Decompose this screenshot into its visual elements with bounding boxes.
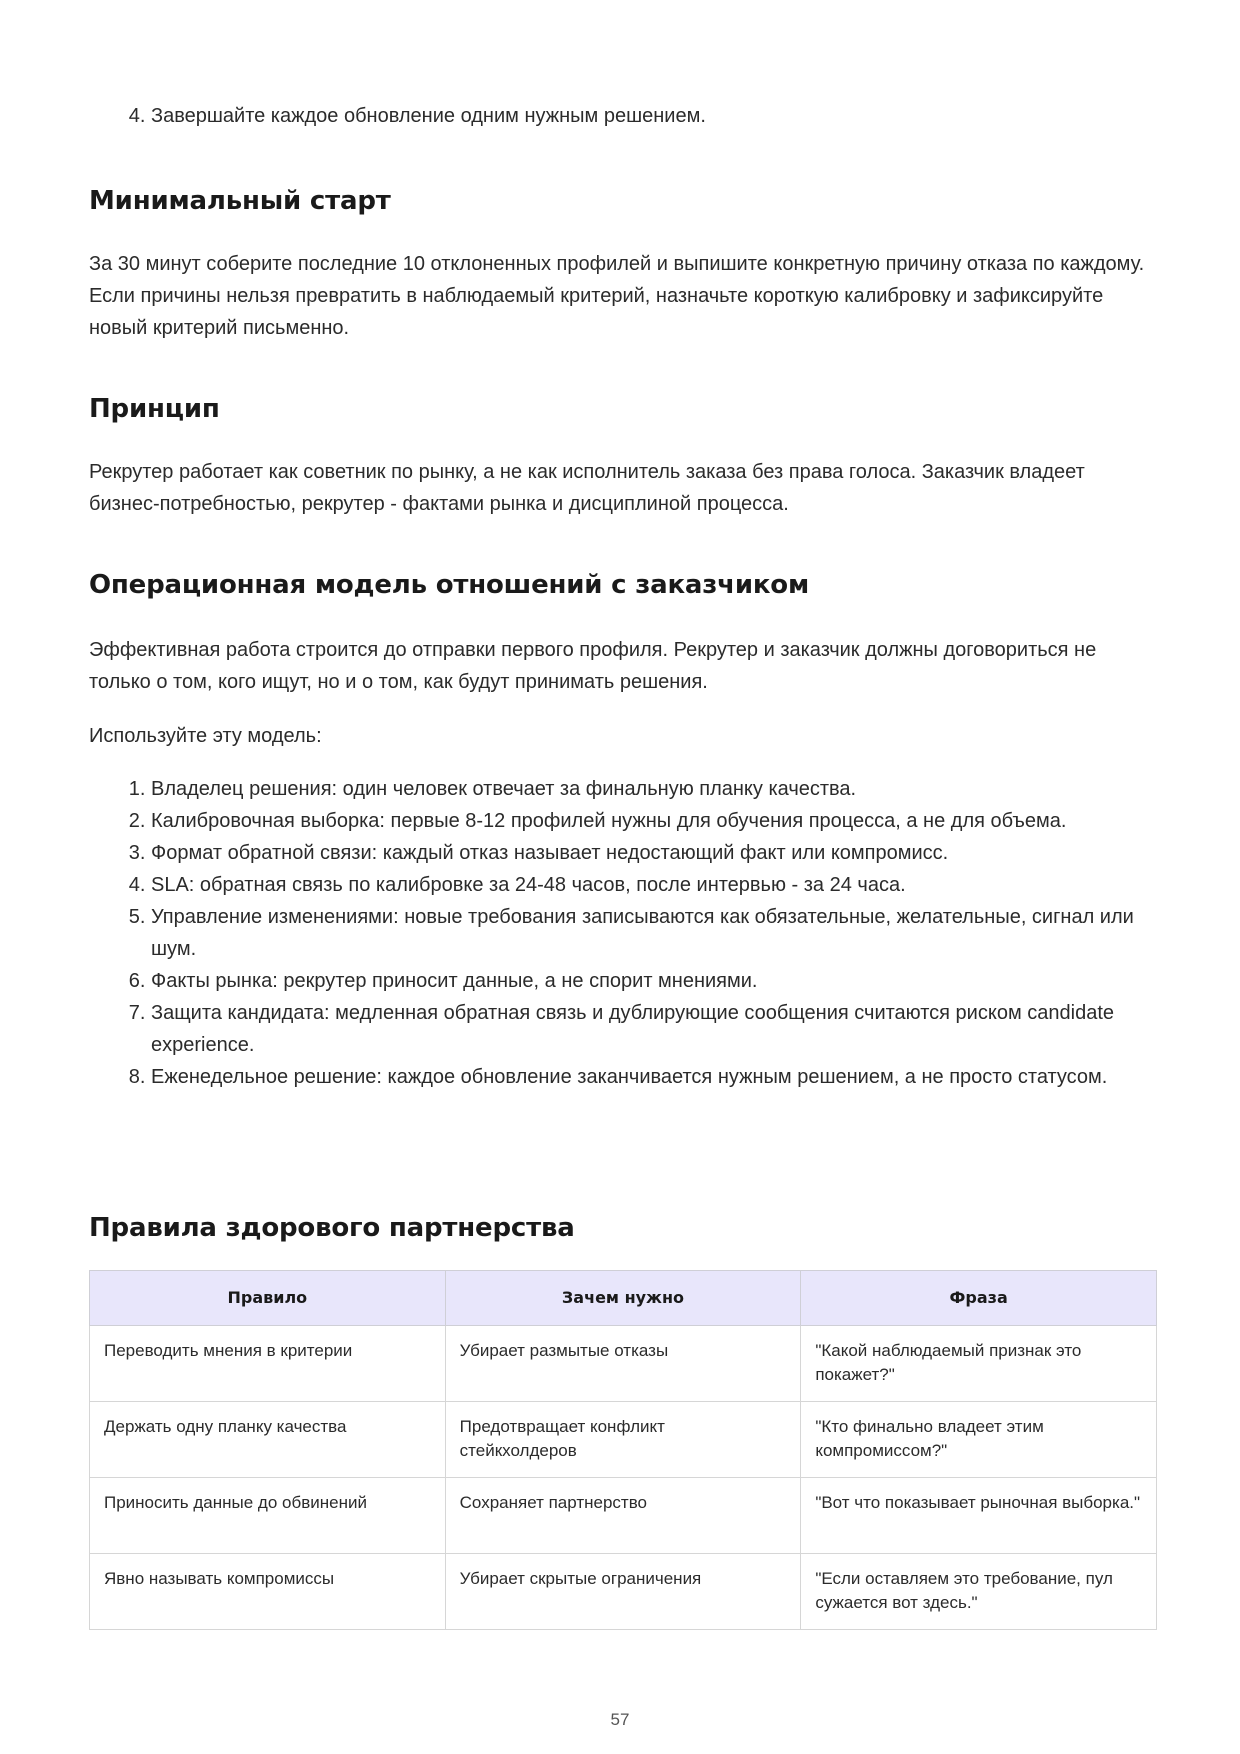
list-item: 7. Защита кандидата: медленная обратная связь и дублирующие сообщения считаются риском candidate experience. xyxy=(151,997,1157,1061)
table-row xyxy=(90,1402,1157,1478)
table-cell: Явно называть компромиссы xyxy=(90,1554,446,1630)
section-heading-minimal-start: Минимальный старт xyxy=(89,186,391,216)
table-cell: "Какой наблюдаемый признак это покажет?" xyxy=(801,1326,1157,1402)
partnership-rules-table xyxy=(89,1270,1157,1630)
page-number: 57 xyxy=(610,1710,630,1729)
table-row xyxy=(90,1326,1157,1402)
list-item: 4. SLA: обратная связь по калибровке за 24-48 часов, после интервью - за 24 часа. xyxy=(151,869,1157,901)
table-cell: Убирает скрытые ограничения xyxy=(445,1554,801,1630)
table-cell: Сохраняет партнерство xyxy=(445,1478,801,1554)
column-header-phrase: Фраза xyxy=(801,1271,1157,1326)
section-heading-operating-model: Операционная модель отношений с заказчиком xyxy=(89,570,810,600)
continued-list xyxy=(89,100,706,132)
column-header-rule: Правило xyxy=(90,1271,446,1326)
principle-paragraph: Рекрутер работает как советник по рынку, а не как исполнитель заказа без права голоса. Заказчик владеет бизнес-потребностью, рекрутер - фактами рынка и дисциплиной процесса. xyxy=(89,461,1085,515)
table-cell: Держать одну планку качества xyxy=(90,1402,446,1478)
table-cell: Переводить мнения в критерии xyxy=(90,1326,446,1402)
list-item: 8. Еженедельное решение: каждое обновление заканчивается нужным решением, а не просто статусом. xyxy=(151,1061,1157,1093)
table-cell: "Кто финально владеет этим компромиссом?" xyxy=(801,1402,1157,1478)
table-cell: Приносить данные до обвинений xyxy=(90,1478,446,1554)
minimal-start-paragraph: За 30 минут соберите последние 10 отклоненных профилей и выпишите конкретную причину отказа по каждому. Если причины нельзя превратить в наблюдаемый критерий, назначьте короткую калибровку и зафиксируйте новый критерий письменно. xyxy=(89,253,1145,339)
list-item: 4. Завершайте каждое обновление одним нужным решением. xyxy=(151,100,706,132)
table-cell: Предотвращает конфликт стейкхолдеров xyxy=(445,1402,801,1478)
list-item: 6. Факты рынка: рекрутер приносит данные, а не спорит мнениями. xyxy=(151,965,1157,997)
list-item: 2. Калибровочная выборка: первые 8-12 профилей нужны для обучения процесса, а не для объема. xyxy=(151,805,1157,837)
column-header-why: Зачем нужно xyxy=(445,1271,801,1326)
operating-model-intro: Используйте эту модель: xyxy=(89,725,322,747)
operating-model-paragraph: Эффективная работа строится до отправки первого профиля. Рекрутер и заказчик должны договориться не только о том, кого ищут, но и о том, как будут принимать решения. xyxy=(89,639,1097,693)
table-cell: "Если оставляем это требование, пул сужается вот здесь." xyxy=(801,1554,1157,1630)
list-item: 3. Формат обратной связи: каждый отказ называет недостающий факт или компромисс. xyxy=(151,837,1157,869)
section-heading-principle: Принцип xyxy=(89,394,220,424)
table-row xyxy=(90,1478,1157,1554)
table-cell: "Вот что показывает рыночная выборка." xyxy=(801,1478,1157,1554)
operating-model-list xyxy=(89,773,1157,1093)
list-item: 1. Владелец решения: один человек отвечает за финальную планку качества. xyxy=(151,773,1157,805)
list-item: 5. Управление изменениями: новые требования записываются как обязательные, желательные, сигнал или шум. xyxy=(151,901,1157,965)
section-heading-partnership-rules: Правила здорового партнерства xyxy=(89,1213,575,1243)
table-header-row xyxy=(90,1271,1157,1326)
table-row xyxy=(90,1554,1157,1630)
table-cell: Убирает размытые отказы xyxy=(445,1326,801,1402)
